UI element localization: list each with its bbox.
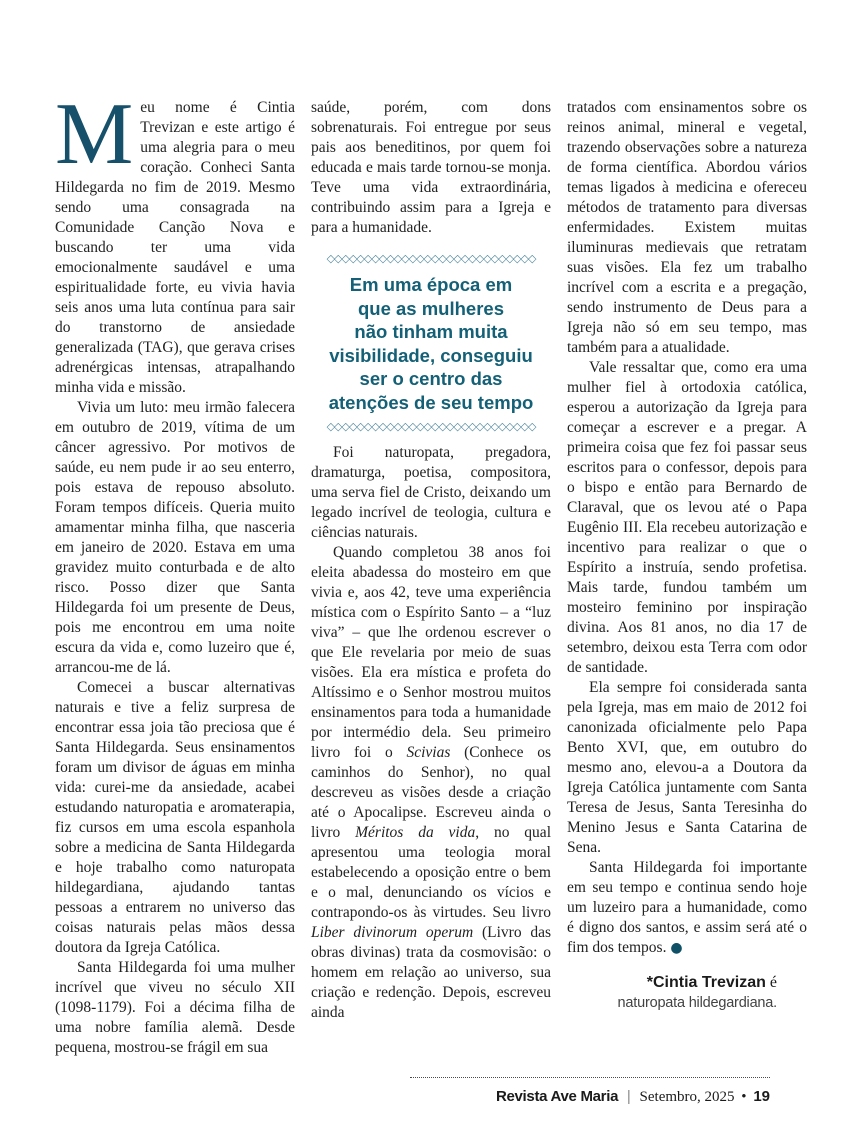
footer-separator: | bbox=[626, 1088, 631, 1105]
paragraph bbox=[311, 543, 551, 1023]
pull-quote bbox=[311, 273, 551, 414]
footer-dotted-rule bbox=[410, 1077, 770, 1078]
author-byline bbox=[567, 974, 807, 1011]
paragraph bbox=[567, 858, 807, 958]
article-column-3 bbox=[567, 98, 807, 1058]
text-run: Méritos da vida bbox=[355, 824, 476, 841]
text-run: Liber divinorum operum bbox=[311, 924, 474, 941]
footer-line bbox=[410, 1088, 770, 1106]
text-run: Foi naturopata, pregadora, dramaturga, poetisa, compositora, uma serva fiel de Cristo, deixando um legado incrível de teologia, cultura e ciências naturais. bbox=[311, 444, 551, 541]
article-body bbox=[55, 86, 807, 1058]
byline-suffix: é bbox=[765, 974, 777, 991]
text-run: Santa Hildegarda foi importante em seu tempo e continua sendo hoje um luzeiro para a humanidade, como é digno dos santos, e assim será até o fim dos tempos. bbox=[567, 859, 807, 956]
paragraph bbox=[311, 98, 551, 238]
text-run: Scivias bbox=[406, 744, 451, 761]
byline-line-1 bbox=[567, 974, 777, 992]
opening-paragraph bbox=[55, 86, 295, 398]
pull-quote-line: visibilidade, conseguiu bbox=[329, 344, 533, 366]
paragraph bbox=[311, 443, 551, 543]
pull-quote-line: ser o centro das bbox=[359, 368, 503, 389]
text-run: tratados com ensinamentos sobre os reinos animal, mineral e vegetal, trazendo observações sobre a natureza de forma científica. Abordou vários temas ligados à medicina e ofereceu métodos de tratamento para diversas enfermidades. Existem muitas iluminuras medievais que retratam suas visões. Ela fez um trabalho incrível com a escrita e a pregação, sendo instrumento de Deus para a Igreja não só em seu tempo, mas também para a atualidade. bbox=[567, 99, 807, 356]
text-run: Comecei a buscar alternativas naturais e tive a feliz surpresa de encontrar essa joia tão preciosa que é Santa Hildegarda. Seus ensinamentos foram um divisor de águas em minha vida: curei-me da ansiedade, acabei estudando naturopatia e aromaterapia, fiz cursos em uma escola espanhola sobre a medicina de Santa Hildegarda e hoje trabalho como naturopata hildegardiana, ajudando tantas pessoas a entrarem no universo das coisas naturais pelas mãos dessa doutora da Igreja Católica. bbox=[55, 679, 295, 956]
paragraph bbox=[567, 678, 807, 858]
pull-quote-line: atenções de seu tempo bbox=[328, 391, 534, 413]
footer-bullet: • bbox=[741, 1089, 747, 1105]
text-run: saúde, porém, com dons sobrenaturais. Foi entregue por seus pais aos beneditinos, por quem foi educada e mais tarde tornou-se monja. Teve uma vida extraordinária, contribuindo assim para a Igreja e para a humanidade. bbox=[311, 99, 551, 236]
text-run: (Conhece os caminhos do Senhor), no qual descreveu as visões desde a criação até o Apocalipse. Escreveu ainda o livro bbox=[311, 744, 551, 841]
article-column-1 bbox=[55, 86, 295, 1058]
text-run: (Livro das obras divinas) trata da cosmovisão: o homem em relação ao universo, sua criação e redenção. Depois, escreveu ainda bbox=[311, 924, 551, 1021]
text-run: , no qual apresentou uma teologia moral estabelecendo a oposição entre o bem e o mal, denunciando os vícios e contrapondo-os às virtudes. Seu livro bbox=[311, 824, 551, 921]
author-name: *Cintia Trevizan bbox=[646, 974, 766, 991]
end-of-article-mark: ● bbox=[670, 940, 683, 956]
page-footer bbox=[410, 1077, 770, 1106]
article-column-2 bbox=[311, 98, 551, 1058]
text-run: Vivia um luto: meu irmão falecera em outubro de 2019, vítima de um câncer agressivo. Por motivos de saúde, eu nem pude ir ao seu enterro, pois estava de repouso absoluto. Foram tempos difíceis. Queria muito amamentar minha filha, que nasceria em janeiro de 2020. Estava em uma gravidez muito conturbada e de alto risco. Posso dizer que Santa Hildegarda foi um presente de Deus, pois me encontrou em uma noite escura da vida e, como luzeiro que é, arrancou-me de lá. bbox=[55, 399, 295, 676]
page-number: 19 bbox=[753, 1088, 770, 1105]
text-run: eu nome é Cintia Trevizan e este artigo é uma alegria para o meu coração. Conheci Santa Hildegarda no fim de 2019. Mesmo sendo uma consagrada na Comunidade Canção Nova e buscando ter uma vida emocionalmente saudável e uma espiritualidade forte, eu vivia havia seis anos uma luta contínua para sair do transtorno de ansiedade generalizada (TAG), que gerava crises adrenérgicas intensas, atrapalhando minha vida e missão. bbox=[55, 99, 295, 396]
text-run: Quando completou 38 anos foi eleita abadessa do mosteiro em que vivia e, aos 42, teve uma experiência mística com o Espírito Santo – a “luz viva” – que lhe ordenou escrever o que Ele revelaria por meio de suas visões. Ela era mística e profeta do Altíssimo e o Senhor mostrou muitos ensinamentos para toda a humanidade por intermédio dela. Seu primeiro livro foi o bbox=[311, 544, 551, 761]
paragraph bbox=[55, 678, 295, 958]
diamond-ornament: ◇◇◇◇◇◇◇◇◇◇◇◇◇◇◇◇◇◇◇◇◇◇◇◇◇◇◇◇ bbox=[326, 252, 536, 265]
text-run: Ela sempre foi considerada santa pela Igreja, mas em maio de 2012 foi canonizada oficialmente pelo Papa Bento XVI, que, em outubro do mesmo ano, elevou-a a Doutora da Igreja Católica juntamente com Santa Teresa de Jesus, Santa Teresinha do Menino Jesus e Santa Catarina de Sena. bbox=[567, 679, 807, 856]
paragraph bbox=[55, 398, 295, 678]
text-run: Santa Hildegarda foi uma mulher incrível que viveu no século XII (1098-1179). Foi a décima filha de uma nobre família alemã. Desde pequena, mostrou-se frágil em sua bbox=[55, 959, 295, 1056]
text-run: Vale ressaltar que, como era uma mulher fiel à ortodoxia católica, esperou a autorização da Igreja para começar a escrever e a pregar. A primeira coisa que fez foi passar seus escritos para o confessor, depois para o bispo e então para Bernardo de Claraval, que os levou até o Papa Eugênio III. Ela recebeu autorização e incentivo para realizar o que o Espírito a instruía, sendo profetisa. Mais tarde, fundou também um mosteiro feminino por inspiração divina. Aos 81 anos, no dia 17 de setembro, deixou esta Terra com odor de santidade. bbox=[567, 359, 807, 676]
paragraph bbox=[55, 958, 295, 1058]
pull-quote-line: Em uma época em bbox=[349, 274, 513, 295]
paragraph bbox=[567, 358, 807, 678]
pull-quote-line: que as mulheres bbox=[357, 297, 504, 319]
author-role: naturopata hildegardiana. bbox=[617, 995, 777, 1011]
drop-cap: M bbox=[55, 86, 134, 183]
magazine-title: Revista Ave Maria bbox=[495, 1088, 619, 1105]
paragraph bbox=[567, 98, 807, 358]
diamond-ornament: ◇◇◇◇◇◇◇◇◇◇◇◇◇◇◇◇◇◇◇◇◇◇◇◇◇◇◇◇ bbox=[326, 420, 536, 433]
pull-quote-line: não tinham muita bbox=[354, 321, 508, 342]
issue-date: Setembro, 2025 bbox=[639, 1089, 735, 1105]
